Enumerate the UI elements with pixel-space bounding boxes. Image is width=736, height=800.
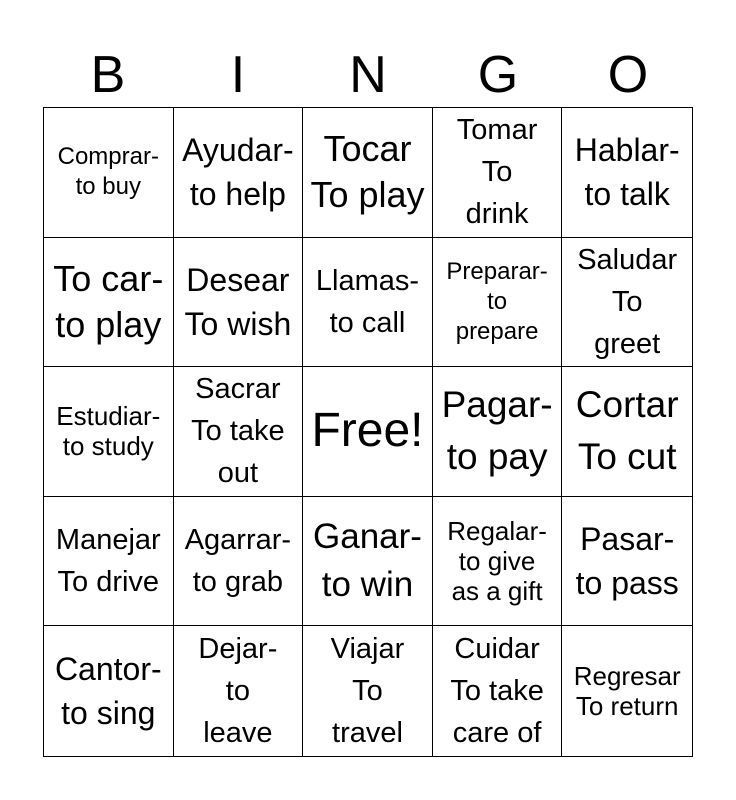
bingo-cell: Tocar To play	[303, 108, 433, 238]
bingo-header	[43, 42, 693, 108]
bingo-cell: Cantor- to sing	[44, 626, 174, 756]
bingo-cell: Cortar To cut	[562, 367, 692, 497]
bingo-cell: Llamas- to call	[303, 238, 433, 368]
bingo-cell: Dejar- to leave	[174, 626, 304, 756]
bingo-cell: To car- to play	[44, 238, 174, 368]
header-letter-o: O	[607, 46, 649, 104]
bingo-cell: Regresar To return	[573, 661, 681, 722]
bingo-cell: Comprar- to buy	[44, 108, 174, 238]
bingo-cell: Ayudar- to help	[174, 108, 304, 238]
bingo-cell: Sacrar To take out	[174, 367, 304, 497]
bingo-cell: Pagar- to pay	[433, 367, 563, 497]
bingo-cell: Saludar To greet	[562, 238, 692, 368]
bingo-board	[43, 107, 693, 757]
bingo-cell: Ganar- to win	[303, 497, 433, 627]
bingo-cell: Free!	[303, 367, 433, 497]
bingo-cell: Preparar- to prepare	[433, 238, 563, 368]
bingo-cell: Viajar To travel	[303, 626, 433, 756]
bingo-cell: Estudiar- to study	[44, 367, 174, 497]
header-letter-n: N	[349, 46, 387, 104]
bingo-cell: Manejar To drive	[44, 497, 174, 627]
header-letter-g: G	[477, 46, 519, 104]
bingo-cell: Hablar- to talk	[562, 108, 692, 238]
bingo-cell: Cuidar To take care of	[433, 626, 563, 756]
bingo-cell: Tomar To drink	[433, 108, 563, 238]
header-letter-b: B	[90, 46, 126, 104]
bingo-cell: Agarrar- to grab	[174, 497, 304, 627]
bingo-cell: Pasar- to pass	[562, 497, 692, 627]
bingo-cell: Desear To wish	[174, 238, 304, 368]
bingo-cell: Regalar- to give as a gift	[433, 497, 563, 627]
header-letter-i: I	[230, 46, 246, 104]
